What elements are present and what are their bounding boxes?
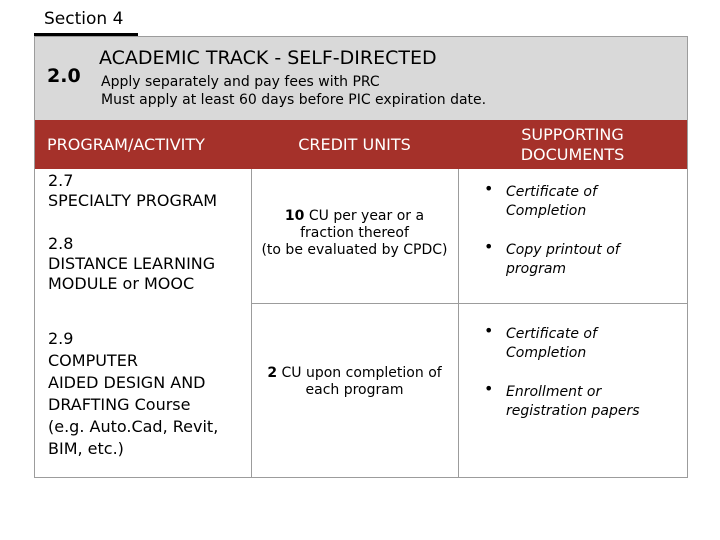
column-header-label: SUPPORTING DOCUMENTS [520,124,625,164]
program-item [48,171,217,211]
column-header-program: PROGRAM/ACTIVITY [35,120,251,169]
program-number: 2.8 [48,234,74,253]
credit-text: (to be evaluated by CPDC) [261,242,448,258]
credit-text: CU upon completion of [277,365,442,381]
program-item [48,328,218,460]
document-item [484,179,684,221]
row-divider [251,303,687,304]
program-name: BIM, etc.) [48,439,124,458]
document-name: Completion [506,203,587,219]
document-name: Enrollment or [506,384,602,400]
document-name: Copy printout of [506,242,620,258]
program-name: AIDED DESIGN AND [48,373,206,392]
document-name: Certificate of [506,184,597,200]
document-item [484,237,684,279]
credit-text: fraction thereof [300,225,409,241]
document-name: registration papers [506,403,640,419]
document-name: program [506,261,567,277]
track-note: Must apply at least 60 days before PIC expiration date. [101,92,487,108]
credit-units-cell [251,207,458,260]
track-header [35,37,687,120]
document-name: Certificate of [506,326,597,342]
credit-value: 10 [284,208,305,224]
bullet-icon: • [484,321,494,340]
track-title: ACADEMIC TRACK - SELF-DIRECTED [99,47,437,69]
column-header-supporting-documents [458,120,687,169]
program-name: (e.g. Auto.Cad, Revit, [48,417,219,436]
credit-units-cell [251,364,458,400]
program-name: MODULE or MOOC [48,274,195,293]
program-item [48,234,215,294]
document-item [484,321,684,363]
track-number: 2.0 [47,65,81,87]
program-number: 2.7 [48,171,74,190]
program-name: SPECIALTY PROGRAM [48,191,218,210]
document-item [484,379,684,421]
column-header-credit-units: CREDIT UNITS [251,120,458,169]
program-name: DISTANCE LEARNING [48,254,216,273]
credit-text: CU per year or a [304,208,425,224]
section-label: Section 4 [34,8,138,36]
program-name: DRAFTING Course [48,395,191,414]
bullet-icon: • [484,379,494,398]
program-number: 2.9 [48,329,74,348]
credit-value: 2 [267,365,278,381]
column-divider [458,169,459,477]
program-name: COMPUTER [48,351,138,370]
credit-text: each program [305,382,404,398]
document-name: Completion [506,345,587,361]
bullet-icon: • [484,179,494,198]
bullet-icon: • [484,237,494,256]
track-note: Apply separately and pay fees with PRC [101,74,380,90]
